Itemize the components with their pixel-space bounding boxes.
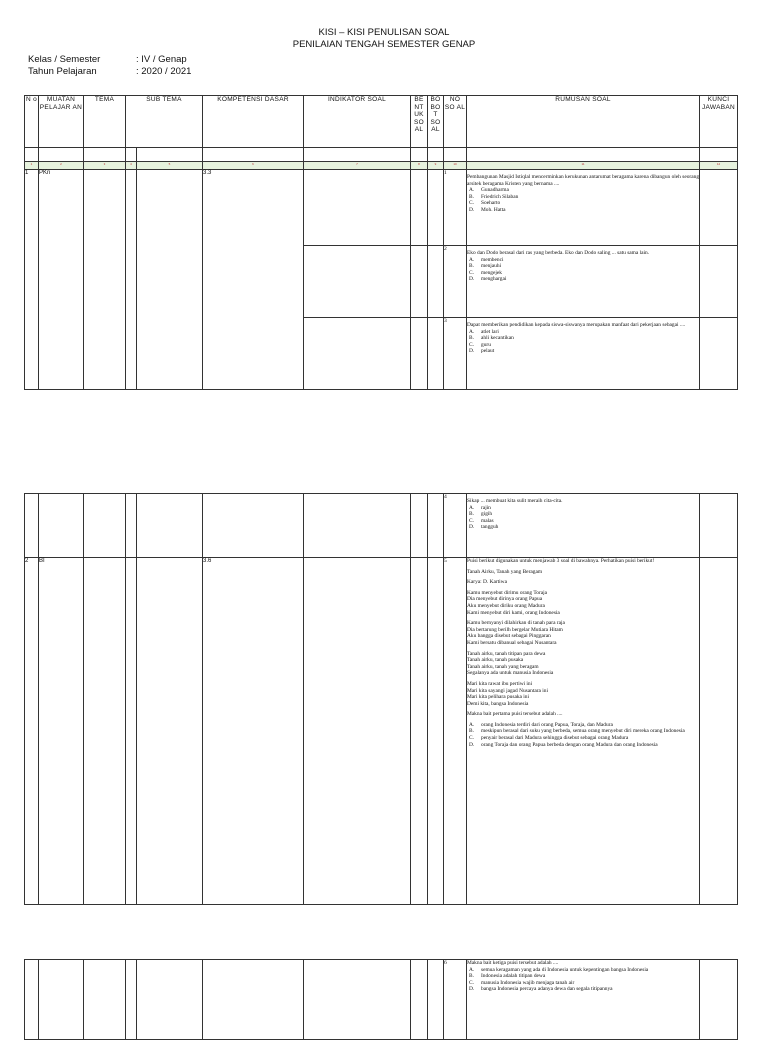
col-number: 5 <box>137 162 203 170</box>
col-muatan: MUATAN PELAJAR AN <box>39 96 84 148</box>
poem-stanza-2: Kamu bernyanyi dilahirkan di tanah para raja Dia bertarung berilh bergelar Mutiara Hitam Aku bangga disebut sebagai Pinggaran Kami bersatu dibanual sebagai Nusantara <box>467 620 565 646</box>
poem-stanza-3: Tanah airku, tanah titipan para dewa Tanah airku, tanah pusaka Tanah airku, tanah yang beragam Segalanya ada untuk manusia Indonesia <box>467 650 554 677</box>
col-number: 6 <box>203 162 304 170</box>
col-rumusan: RUMUSAN SOAL <box>467 96 700 148</box>
col-no: N o <box>25 96 39 148</box>
col-number: 11 <box>467 162 700 170</box>
col-bentuk: BE NT UK SO AL <box>411 96 428 148</box>
question-number: 2 <box>444 246 467 318</box>
header-row <box>25 96 738 148</box>
option: D. orang Toraja dan orang Papua berbeda dengan orang Madura dan orang Indonesia <box>469 741 658 748</box>
question-number: 3 <box>444 318 467 390</box>
kelas-label: Kelas / Semester <box>28 54 101 65</box>
question-5 <box>467 558 700 905</box>
row-kd: 3.6 <box>203 558 304 905</box>
doc-title: KISI – KISI PENULISAN SOAL <box>318 27 450 38</box>
tahun-label: Tahun Pelajaran <box>28 66 97 77</box>
table-row <box>25 558 738 905</box>
option: D. Moh. Hatta <box>469 206 506 213</box>
col-number: 10 <box>444 162 467 170</box>
question-3 <box>467 318 700 390</box>
option: C. malas <box>469 517 494 524</box>
option: B. Indonesia adalah titipan dewa <box>469 973 546 980</box>
question-intro: Puisi berikut digunakan untuk menjawab 3 soal di bawahnya. Perhatikan puisi berikut! <box>467 558 655 564</box>
column-number-row <box>25 162 738 170</box>
question-number: 5 <box>444 558 467 905</box>
question-stem: Eko dan Dodo berasal dari ras yang berbeda. Eko dan Dodo saling ... satu sama lain. <box>467 250 650 256</box>
option: B. meskipun berasal dari suku yang berbeda, semua orang menyebut diri mereka orang Indonesia <box>469 728 685 735</box>
question-number: 4 <box>444 494 467 558</box>
question-2 <box>467 246 700 318</box>
option: A. orang Indonesia terdiri dari orang Papua, Toraja, dan Madura <box>469 721 613 728</box>
poem-title: Tanah Airku, Tanah yang Beragam <box>467 568 543 575</box>
col-number: 8 <box>411 162 428 170</box>
col-number: 12 <box>700 162 738 170</box>
option: A. semua keragaman yang ada di Indonesia untuk kepentingan bangsa Indonesia <box>469 966 649 973</box>
col-number: 1 <box>25 162 39 170</box>
col-kd: KOMPETENSI DASAR <box>203 96 304 148</box>
col-number: 2 <box>39 162 84 170</box>
doc-subtitle: PENILAIAN TENGAH SEMESTER GENAP <box>292 39 476 50</box>
question-number: 1 <box>444 170 467 246</box>
option: A. membenci <box>469 256 504 263</box>
kisi-table-page-3 <box>24 959 738 1040</box>
tahun-value: : 2020 / 2021 <box>136 66 192 77</box>
question-4 <box>467 494 700 558</box>
col-nosoal: NO SO AL <box>444 96 467 148</box>
col-tema: TEMA <box>84 96 126 148</box>
row-kd: 3.3 <box>203 170 304 390</box>
option: A. atlet lari <box>469 328 499 335</box>
option: B. Friedrich Silaban <box>469 193 519 200</box>
kelas-value: : IV / Genap <box>136 54 187 65</box>
option: B. gigih <box>469 511 493 518</box>
col-number: 3 <box>84 162 126 170</box>
col-subtema: SUB TEMA <box>126 96 203 148</box>
option: C. manusia Indonesia wajib menjaga tanah air <box>469 979 575 986</box>
poem-author: Karya: D. Kartiwa <box>467 579 507 586</box>
option: D. pelaut <box>469 348 495 355</box>
poem-stanza-4: Mari kita rawat ibu pertiwi ini Mari kita sayangi jagad Nusantara ini Mari kita pelihara pusaka ini Demi kita, bangsa Indonesia <box>467 680 548 707</box>
question-stem: Makna bait pertama puisi tersebut adalah .... <box>467 711 563 718</box>
col-number: 9 <box>428 162 444 170</box>
row-muatan: PKn <box>39 170 84 390</box>
table-row <box>25 960 738 1040</box>
option: A. Gunadharma <box>469 187 509 194</box>
header-subrow <box>25 148 738 162</box>
col-bobot: BO BO T SO AL <box>428 96 444 148</box>
option: C. guru <box>469 341 491 348</box>
table-row <box>25 170 738 246</box>
col-number: 7 <box>304 162 411 170</box>
question-6 <box>467 960 700 1040</box>
question-stem: Sikap ... membuat kita sulit meraih cita-cita. <box>467 498 563 504</box>
kisi-table-page-1 <box>24 95 738 390</box>
option: D. menghargai <box>469 276 507 283</box>
col-number: 4 <box>126 162 137 170</box>
question-stem: Makna bait ketiga puisi tersebut adalah .... <box>467 960 559 966</box>
row-no: 1 <box>25 170 39 390</box>
option: A. rajin <box>469 504 491 511</box>
option: D. bangsa Indonesia percaya adanya dewa dan segala titipannya <box>469 986 613 993</box>
question-stem: Dapat memberikan pendidikan kepada siswa-siswanya merupakan manfaat dari pekerjaan sebagai .... <box>467 322 686 328</box>
option: B. ahli kecantikan <box>469 335 514 342</box>
question-number: 6 <box>444 960 467 1040</box>
kisi-table-page-2 <box>24 493 738 905</box>
poem-stanza-1: Kamu menyebut dirimu orang Toraja Dia menyebut dirinya orang Papua Aku menyebut diriku orang Madura Kami menyebut diri kami, orang Indonesia <box>467 589 560 616</box>
col-indikator: INDIKATOR SOAL <box>304 96 411 148</box>
option: C. Soeharto <box>469 200 501 207</box>
question-stem: Pembangunan Masjid Istiqlal mencerminkan kerukunan antarumat beragama karena dibangun oleh seorang arsitek beragama Kristen yang bernama .... <box>467 174 700 187</box>
question-1 <box>467 170 700 246</box>
row-muatan: BI <box>39 558 84 905</box>
option: C. mengejek <box>469 269 502 276</box>
col-kunci: KUNCI JAWABAN <box>700 96 738 148</box>
option: B. menjauhi <box>469 263 502 270</box>
table-row <box>25 494 738 558</box>
row-no: 2 <box>25 558 39 905</box>
option: C. penyair berasal dari Madura sehingga disebut sebagai orang Madura <box>469 735 629 742</box>
option: D. tangguh <box>469 524 499 531</box>
